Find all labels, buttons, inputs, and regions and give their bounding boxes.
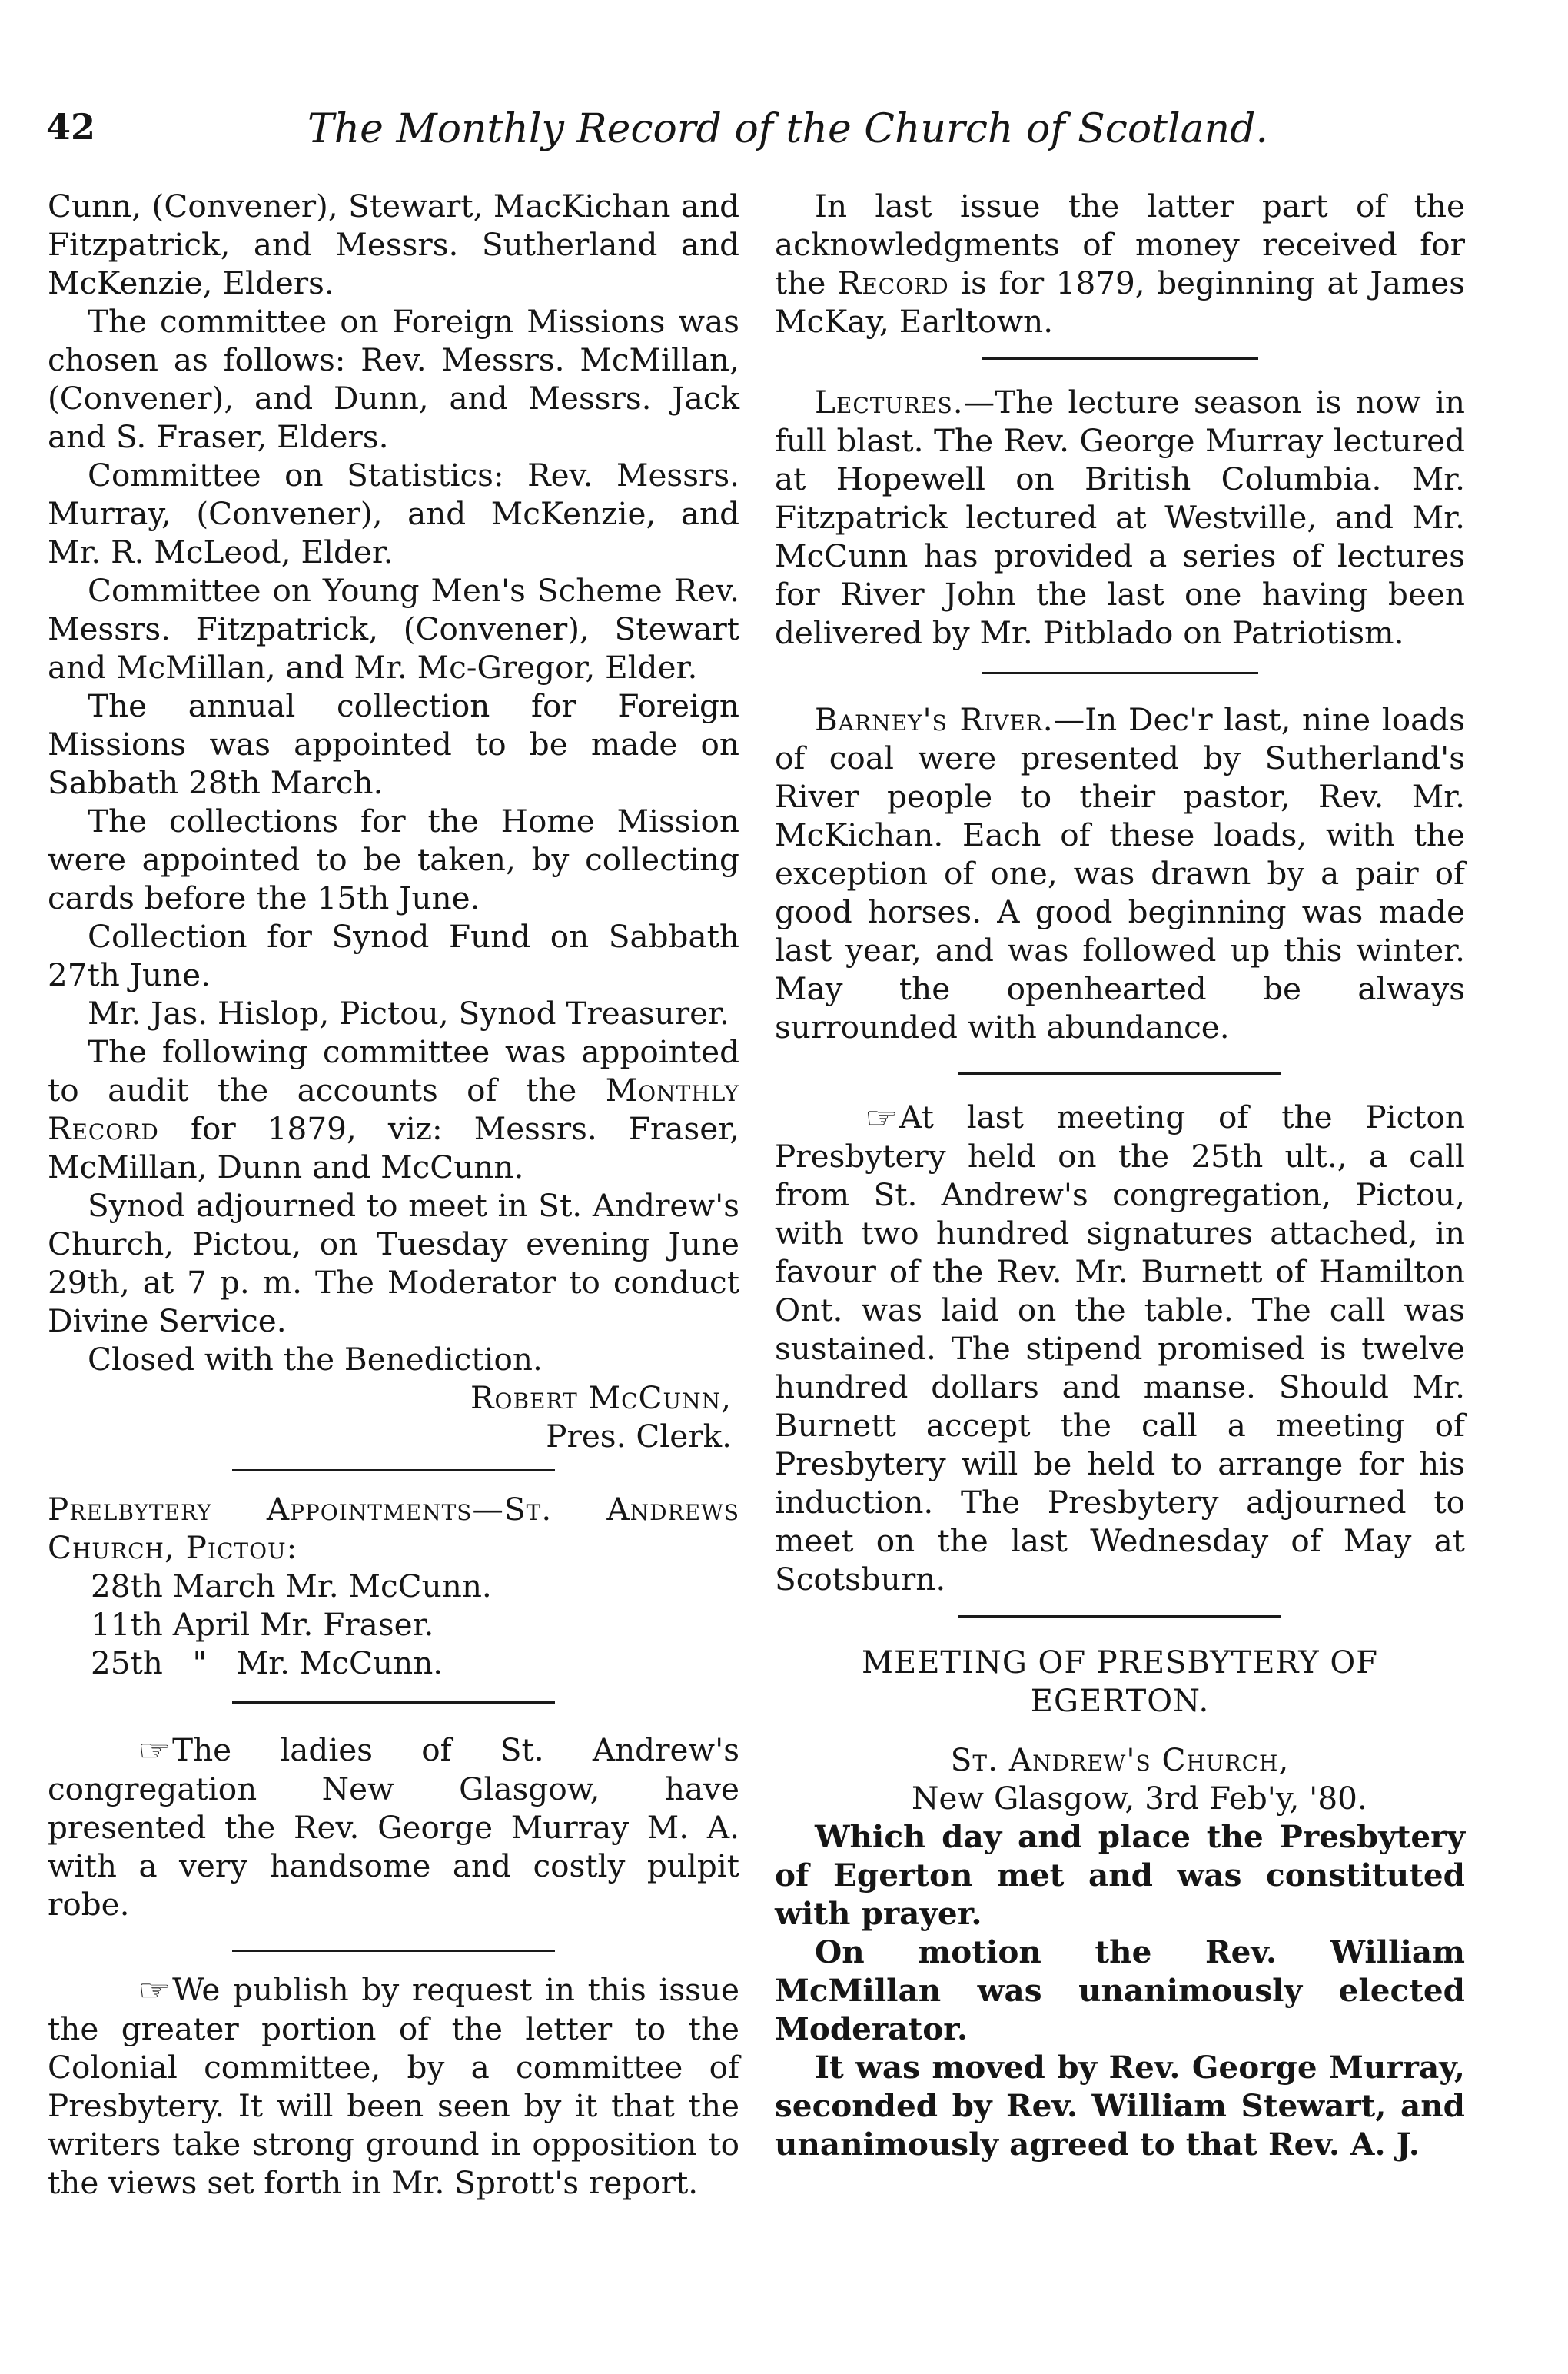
pointing-hand-icon: ☞: [864, 1101, 899, 1135]
audit-text-start: The following committee was appointed to audit the accounts of the: [48, 1033, 739, 1109]
section-divider: [232, 1701, 555, 1704]
record-acknowledgment: [775, 187, 1465, 341]
ladies-notice: ☞The ladies of St. Andrew's congregation New Glasgow, have presented the Rev. George Murray M. A. with a very handsome and costly pulpit robe.: [48, 1731, 739, 1923]
section-divider: [232, 1950, 555, 1952]
pointing-hand-icon: ☞: [137, 1973, 171, 2007]
appointments-heading: Prelbytery Appointments—St. Andrews Church, Pictou:: [48, 1491, 739, 1566]
closing-benediction: Closed with the Benediction.: [88, 1341, 543, 1378]
lectures-item: [775, 383, 1465, 652]
foreign-missions-collection: The annual collection for Foreign Missions was appointed to be made on Sabbath 28th March.: [48, 687, 739, 801]
pictou-presbytery-notice: ☞At last meeting of the Picton Presbytery held on the 25th ult., a call from St. Andrew's congregation, Pictou, with two hundred signatures attached, in favour of the Rev. Mr. Burnett of Hamilton Ont. was laid on the table. The call was sustained. The stipend promised is twelve hundred dollars and manse. Should Mr. Burnett accept the call a meeting of Presbytery will be held to arrange for his induction. The Presbytery adjourned to meet on the last Wednesday of May at Scotsburn.: [775, 1099, 1465, 1598]
audit-committee: [48, 1032, 739, 1186]
appointment-item: 25th " Mr. McCunn.: [91, 1644, 443, 1681]
committee-list-continued: Cunn, (Convener), Stewart, MacKichan and Fitzpatrick, and Messrs. Sutherland and McKenzie, Elders.: [48, 188, 739, 301]
signature-title: Pres. Clerk.: [546, 1418, 732, 1455]
home-mission-collection: The collections for the Home Mission were appointed to be taken, by collecting cards before the 15th June.: [48, 803, 739, 916]
meeting-heading: MEETING OF PRESBYTERY OF: [862, 1645, 1378, 1681]
minutes-paragraph: It was moved by Rev. George Murray, seconded by Rev. William Stewart, and unanimously agreed to that Rev. A. J.: [775, 2049, 1465, 2163]
record-text-start: In last issue the latter part of the acknowledgments of money received for the: [775, 188, 1465, 301]
publish-notice: ☞We publish by request in this issue the greater portion of the letter to the Colonial committee, by a committee of Presbytery. It will been seen by it that the writers take strong ground in opposition to the views set forth in Mr. Sprott's report.: [48, 1971, 739, 2201]
appointments-list: [48, 1567, 739, 1682]
appointment-item: 11th April Mr. Fraser.: [91, 1606, 434, 1643]
synod-fund-collection: Collection for Synod Fund on Sabbath 27th June.: [48, 918, 739, 993]
synod-adjournment: Synod adjourned to meet in St. Andrew's Church, Pictou, on Tuesday evening June 29th, at 7 p. m. The Moderator to conduct Divine Service.: [48, 1187, 739, 1339]
statistics-committee: Committee on Statistics: Rev. Messrs. Murray, (Convener), and McKenzie, and Mr. R. McLeod, Elder.: [48, 457, 739, 570]
section-divider: [232, 1469, 555, 1471]
right-column: [775, 187, 1465, 2163]
pointing-hand-icon: ☞: [137, 1734, 171, 1767]
record-text-end: is for 1879, beginning at James McKay, Earltown.: [775, 264, 1466, 340]
section-divider: [958, 1615, 1281, 1618]
page-header: [46, 106, 1522, 160]
page-number: 42: [46, 106, 96, 148]
synod-treasurer: Mr. Jas. Hislop, Pictou, Synod Treasurer.: [88, 995, 729, 1032]
church-name: St. Andrew's Church,: [950, 1741, 1290, 1778]
young-mens-committee: Committee on Young Men's Scheme Rev. Messrs. Fitzpatrick, (Convener), Stewart and McMillan, and Mr. Mc-Gregor, Elder.: [48, 572, 739, 686]
lectures-heading: Lectures.: [815, 384, 964, 421]
running-title: The Monthly Record of the Church of Scotland.: [307, 106, 1268, 152]
minutes-paragraph: On motion the Rev. William McMillan was unanimously elected Moderator.: [775, 1933, 1465, 2047]
dateline: New Glasgow, 3rd Feb'y, '80.: [912, 1780, 1367, 1817]
barneys-river-text: —In Dec'r last, nine loads of coal were presented by Sutherland's River people to their pastor, Rev. Mr. McKichan. Each of these loads, with the exception of one, was drawn by a pair of good horses. A good beginning was made last year, and was followed up this winter. May the openhearted be always surrounded with abundance.: [775, 701, 1465, 1046]
section-divider: [958, 1072, 1281, 1075]
record-name: Record: [837, 264, 949, 301]
monthly-record-name: Monthly Record: [48, 1072, 739, 1147]
audit-text-end: for 1879, viz: Messrs. Fraser, McMillan, Dunn and McCunn.: [48, 1110, 740, 1185]
barneys-river-heading: Barney's River.: [815, 701, 1054, 738]
section-divider: [982, 357, 1258, 360]
barneys-river-item: [775, 700, 1465, 1046]
lectures-text: —The lecture season is now in full blast. The Rev. George Murray lectured at Hopewell on British Columbia. Mr. Fitzpatrick lectured at Westville, and Mr. McCunn has provided a series of lectures for River John the last one having been delivered by Mr. Pitblado on Patriotism.: [775, 384, 1465, 651]
foreign-missions-committee: The committee on Foreign Missions was chosen as follows: Rev. Messrs. McMillan, (Convener), and Dunn, and Messrs. Jack and S. Fraser, Elders.: [48, 303, 739, 455]
appointment-item: 28th March Mr. McCunn.: [91, 1568, 492, 1604]
minutes-paragraph: Which day and place the Presbytery of Egerton met and was constituted with prayer.: [775, 1818, 1465, 1932]
section-divider: [982, 672, 1258, 674]
meeting-heading-line-2: EGERTON.: [1030, 1684, 1210, 1719]
signature-name: Robert McCunn,: [470, 1379, 732, 1416]
left-column: [48, 187, 739, 2202]
